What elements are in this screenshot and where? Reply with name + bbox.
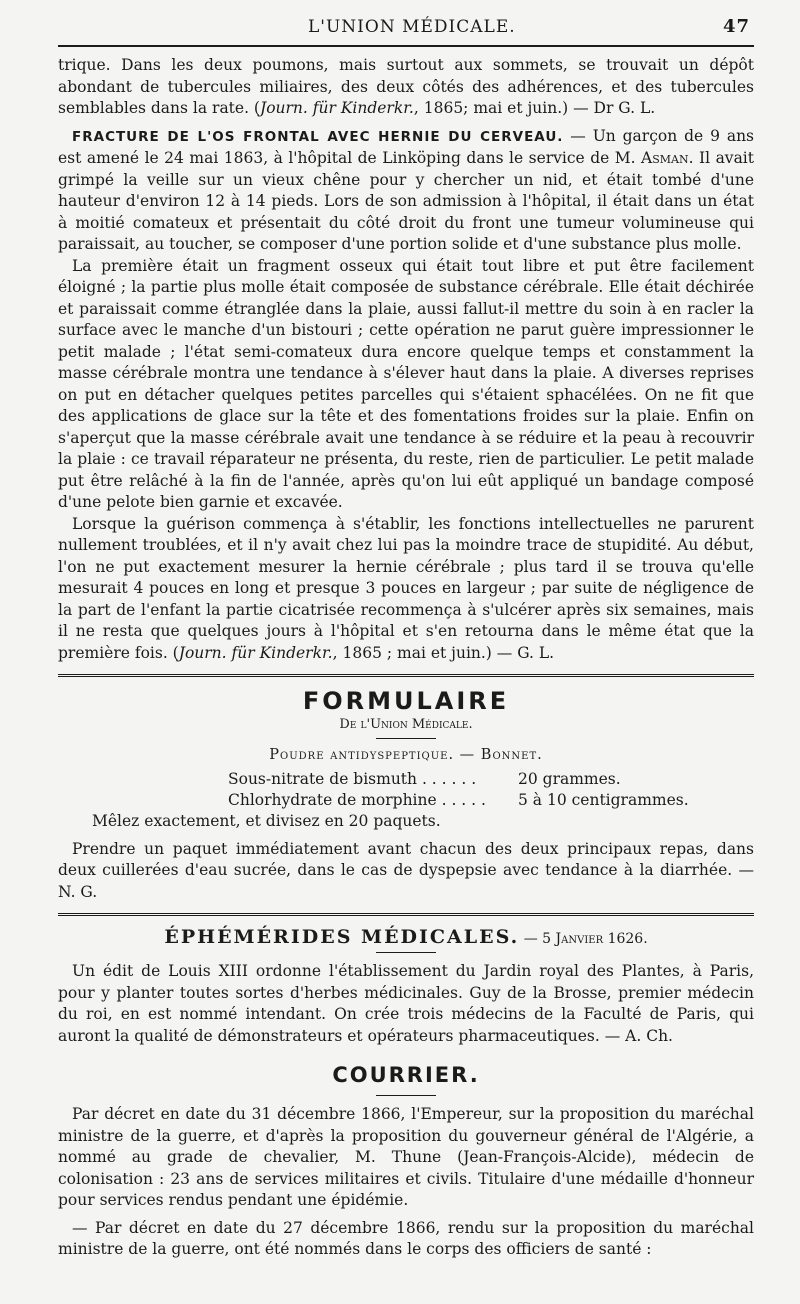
running-title: L'UNION MÉDICALE. xyxy=(308,17,516,37)
courrier-title: COURRIER. xyxy=(332,1063,480,1087)
dosage-instruction: Prendre un paquet immédiatement avant chacun des deux principaux repas, dans deux cuillerées d'eau sucrée, dans le cas de dyspepsie avec tendance à la diarrhée. — N. G. xyxy=(58,839,754,901)
section-divider xyxy=(58,674,754,677)
ephemerides-heading: ÉPHÉMÉRIDES MÉDICALES. — 5 Janvier 1626. xyxy=(164,926,648,948)
ephemerides-rule xyxy=(376,952,436,953)
ephemerides-paragraph: Un édit de Louis XIII ordonne l'établissement du Jardin royal des Plantes, à Paris, pour y planter toutes sortes d'herbes médicinales. Guy de la Brosse, premier médecin du roi, en est nommé intendant. On crée trois médecins de la Faculté de Paris, qui auront la qualité de démonstrateurs et opérateurs pharmaceutiques. — A. Ch. xyxy=(58,962,754,1045)
ingredient-row: Sous-nitrate de bismuth . . . . . . 20 grammes. xyxy=(228,770,621,788)
section-divider xyxy=(58,913,754,916)
fracture-paragraph-2: La première était un fragment osseux qui était tout libre et put être facilement éloigné ; la partie plus molle était composée de substance cérébrale. Elle était déchirée et paraissait comme étranglée dans la plaie, aussi fallut-il mettre du soin à en racler la surface avec le manche d'un bistouri ; cette opération ne parut guère impressionner le petit malade ; l'état semi-comateux dura encore quelque temps et constamment la masse cérébrale montra une tendance à s'élever haut dans la plaie. A diverses reprises on put en détacher quelques petites parcelles qui s'étaient sphacélées. On ne fit que des applications de glace sur la tête et des fomentations froides sur la plaie. Enfin on s'aperçut que la masse cérébrale avait une tendance à se réduire et la peau à recouvrir la plaie : ce travail réparateur ne présenta, du reste, rien de particulier. Le petit malade put être relâché à la fin de l'année, après qu'on lui eût appliqué un bandage composé d'une pelote bien garnie et excavée. xyxy=(58,256,754,511)
page-number: 47 xyxy=(722,16,750,37)
mix-instruction: Mêlez exactement, et divisez en 20 paquets. xyxy=(92,812,441,830)
formulaire-rule xyxy=(376,738,436,739)
header-rule xyxy=(58,45,754,47)
formulaire-title: FORMULAIRE xyxy=(302,687,510,715)
formulaire-subtitle: De l'Union Médicale. xyxy=(339,717,473,732)
fracture-paragraph-3: Lorsque la guérison commença à s'établir, les fonctions intellectuelles ne parurent nullement troublées, et il n'y avait chez lui pas la moindre trace de stupidité. Au début, l'on ne put exactement mesurer la hernie cérébrale ; plus tard il se trouva qu'elle mesurait 4 pouces en long et presque 3 pouces en largeur ; par suite de négligence de la part de l'enfant la partie cicatrisée recommença à s'ulcérer après six semaines, mais il ne resta que quelques jours à l'hôpital et s'en retourna dans le même état que la première fois. (Journ. für Kinderkr., 1865 ; mai et juin.) — G. L. xyxy=(58,514,754,662)
intro-paragraph: trique. Dans les deux poumons, mais surtout aux sommets, se trouvait un dépôt abondant de tubercules miliaires, des deux côtés des adhérences, et des tubercules semblables dans la rate. (Journ. für Kinderkr., 1865; mai et juin.) — Dr G. L. xyxy=(58,56,754,117)
recipe-title: Poudre antidyspeptique. — Bonnet. xyxy=(269,747,543,763)
fracture-paragraph-1: FRACTURE DE L'OS FRONTAL AVEC HERNIE DU CERVEAU. — Un garçon de 9 ans est amené le 24 mai 1863, à l'hôpital de Linköping dans le service de M. Asman. Il avait grimpé la veille sur un vieux chêne pour y chercher un nid, et était tombé d'une hauteur d'environ 12 à 14 pieds. Lors de son admission à l'hôpital, il était dans un état à moitié comateux et présentait du côté droit du front une tumeur volumineuse qui paraissait, au toucher, se composer d'une portion solide et d'une substance plus molle. xyxy=(58,126,755,253)
courrier-rule xyxy=(376,1095,436,1096)
courrier-paragraph-1: Par décret en date du 31 décembre 1866, l'Empereur, sur la proposition du maréchal ministre de la guerre, et d'après la proposition du gouverneur général de l'Algérie, a nommé au grade de chevalier, M. Thune (Jean-François-Alcide), médecin de colonisation : 23 ans de services militaires et civils. Titulaire d'une médaille d'honneur pour services rendus pendant une épidémie. xyxy=(58,1105,754,1209)
courrier-paragraph-2: — Par décret en date du 27 décembre 1866, rendu sur la proposition du maréchal ministre de la guerre, ont été nommés dans le corps des officiers de santé : xyxy=(58,1218,754,1258)
ingredient-row: Chlorhydrate de morphine . . . . . 5 à 10 centigrammes. xyxy=(228,791,689,809)
fracture-heading: FRACTURE DE L'OS FRONTAL AVEC HERNIE DU CERVEAU. xyxy=(72,128,564,145)
page-header xyxy=(58,10,754,41)
ingredients-list xyxy=(228,769,754,811)
